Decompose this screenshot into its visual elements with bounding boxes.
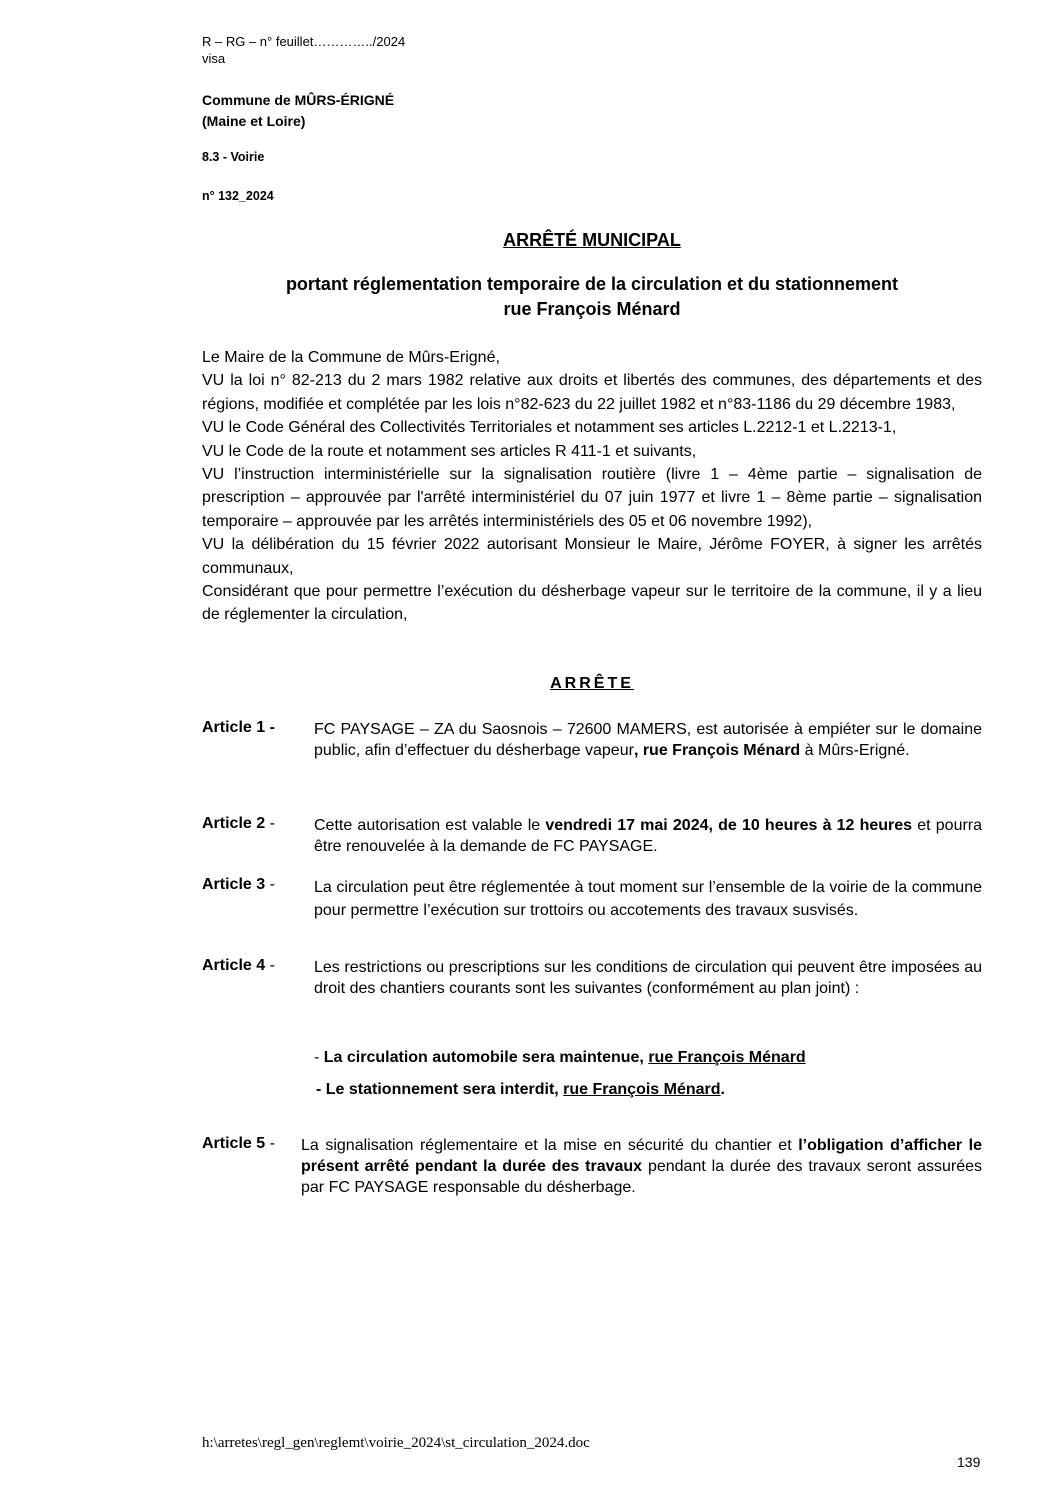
- departement-name: (Maine et Loire): [202, 113, 306, 129]
- preamble-vu-4: VU l’instruction interministérielle sur la signalisation routière (livre 1 – 4ème partie – signalisation de prescription – approuvée par l'arrêté interministériel du 07 juin 1977 et livre 1 – 8ème partie – signalisation temporaire – approuvée par les arrêtés interministériels des 05 et 06 novembre 1992),: [202, 466, 982, 530]
- preamble-considerant: Considérant que pour permettre l’exécution du désherbage vapeur sur le territoire de la commune, il y a lieu de réglementer la circulation,: [202, 583, 982, 624]
- article-3-label: [202, 876, 275, 894]
- bullet-2-text: - Le stationnement sera interdit,: [316, 1081, 564, 1098]
- article-1-text-part-1: FC PAYSAGE – ZA du Saosnois – 72600 MAMERS, est autorisée à empiéter sur le domaine public, afin d’effectuer du désherbage vapeur: [314, 721, 982, 759]
- article-4-text: Les restrictions ou prescriptions sur les conditions de circulation qui peuvent être imposées au droit des chantiers courants sont les suivantes (conformément au plan joint) :: [314, 959, 982, 997]
- article-4-bullet-2: [316, 1081, 725, 1099]
- bullet-2-street: rue François Ménard: [563, 1081, 721, 1098]
- article-4-dash: -: [265, 957, 275, 974]
- article-2-date: vendredi 17 mai 2024, de 10 heures à 12 heures: [545, 817, 913, 834]
- article-2-text: [314, 815, 982, 857]
- bullet-1-street: rue François Ménard: [648, 1049, 806, 1066]
- article-4-label-text: Article 4: [202, 957, 266, 974]
- preamble-vu-5: VU la délibération du 15 février 2022 autorisant Monsieur le Maire, Jérôme FOYER, à signer les arrêtés communaux,: [202, 536, 982, 577]
- article-2-label-text: Article 2: [202, 815, 266, 832]
- bullet-2-end: .: [720, 1081, 725, 1098]
- article-2-label: [202, 815, 275, 833]
- article-2-text-part-1: Cette autorisation est valable le: [314, 817, 546, 834]
- rubrique: 8.3 - Voirie: [202, 150, 265, 164]
- article-5-text-part-1: La signalisation réglementaire et la mise en sécurité du chantier et: [301, 1137, 799, 1154]
- page-number: 139: [957, 1454, 981, 1470]
- article-1-label: [202, 719, 275, 737]
- article-5-bold: l’obligation d’afficher le présent arrêté pendant la durée des travaux: [301, 1137, 982, 1175]
- article-4-label: [202, 957, 275, 975]
- preamble-vu-2: VU le Code Général des Collectivités Territoriales et notamment ses articles L.2212-1 et L.2213-1,: [202, 419, 897, 437]
- article-2-dash: -: [265, 815, 275, 832]
- file-path-footer: h:\arretes\regl_gen\reglemt\voirie_2024\st_circulation_2024.doc: [202, 1435, 590, 1451]
- article-3-label-text: Article 3: [202, 876, 266, 893]
- commune-name: Commune de MÛRS-ÉRIGNÉ: [202, 92, 395, 108]
- bullet-1-text: La circulation automobile sera maintenue,: [323, 1049, 649, 1066]
- page-subtitle: [202, 272, 982, 322]
- preamble-intro: Le Maire de la Commune de Mûrs-Erigné,: [202, 349, 500, 366]
- article-5-dash: -: [265, 1135, 275, 1152]
- preamble-vu-3: VU le Code de la route et notamment ses articles R 411-1 et suivants,: [202, 442, 697, 460]
- article-5-text-part-2: pendant la durée des travaux seront assurées par FC PAYSAGE responsable du désherbage.: [301, 1158, 983, 1196]
- commune-block: [202, 90, 394, 132]
- document-reference: [202, 33, 405, 67]
- article-1-label-text: Article 1 -: [202, 719, 275, 736]
- feuillet-line: R – RG – n° feuillet…………../2024: [202, 34, 406, 49]
- preamble: [202, 346, 982, 627]
- article-4-bullet-1: [314, 1049, 806, 1067]
- preamble-vu-1: VU la loi n° 82-213 du 2 mars 1982 relative aux droits et libertés des communes, des départements et des régions, modifiée et complétée par les lois n°82-623 du 22 juillet 1982 et n°83-1186 du 29 décembre 1983,: [202, 372, 982, 413]
- arrete-number: n° 132_2024: [202, 189, 274, 203]
- article-1-street: , rue François Ménard: [633, 742, 801, 759]
- article-2-text-part-2: et pourra être renouvelée à la demande de FC PAYSAGE.: [314, 817, 983, 855]
- bullet-1-prefix: -: [314, 1049, 324, 1066]
- arrete-heading: ARRÊTE: [550, 675, 634, 692]
- article-3-text: La circulation peut être réglementée à tout moment sur l’ensemble de la voirie de la commune pour permettre l’exécution sur trottoirs ou accotements des travaux susvisés.: [314, 879, 982, 919]
- subtitle-line-1: portant réglementation temporaire de la circulation et du stationnement: [285, 274, 899, 294]
- visa-line: visa: [202, 51, 226, 66]
- article-5-text: [301, 1135, 982, 1198]
- article-3-dash: -: [265, 876, 275, 893]
- page-title: ARRÊTÉ MUNICIPAL: [503, 230, 681, 250]
- subtitle-line-2: rue François Ménard: [503, 299, 681, 319]
- article-1-text-part-2: à Mûrs-Erigné.: [800, 742, 910, 759]
- article-5-label: [202, 1135, 275, 1153]
- article-1-text: [314, 719, 982, 761]
- article-5-label-text: Article 5: [202, 1135, 266, 1152]
